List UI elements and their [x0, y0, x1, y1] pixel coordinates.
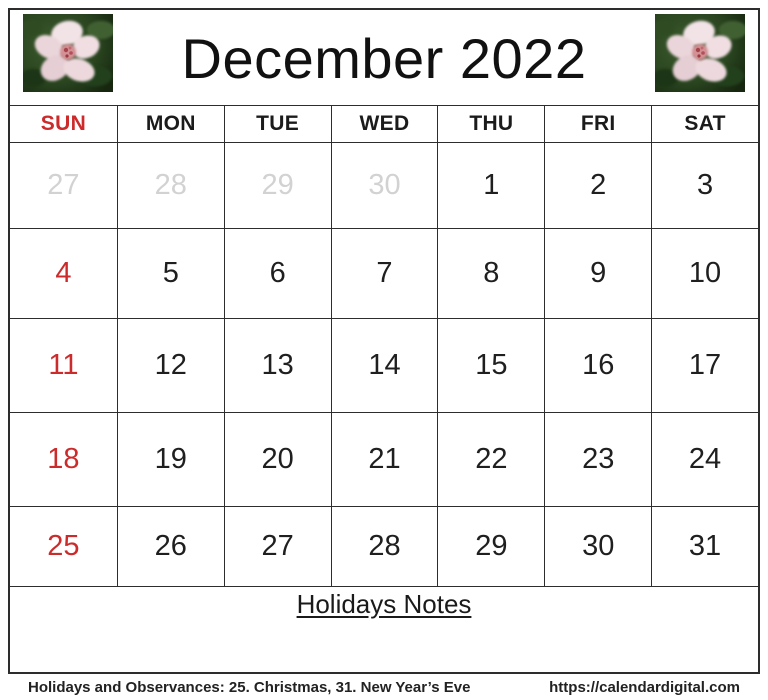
holidays-notes-heading: Holidays Notes — [296, 589, 472, 619]
site-url-link[interactable]: https://calendardigital.com — [549, 678, 740, 696]
date-cell-28: 28 — [331, 507, 438, 586]
date-cell-4: 4 — [55, 257, 72, 289]
date-cell-5: 5 — [117, 229, 224, 318]
date-cell-8: 8 — [437, 229, 544, 318]
date-cell-22: 22 — [437, 413, 544, 506]
week-row-5 — [10, 506, 758, 586]
weekday-fri: FRI — [544, 106, 651, 142]
date-cell-14: 14 — [331, 319, 438, 412]
weekday-header-row — [10, 105, 758, 143]
date-cell-18: 18 — [47, 443, 80, 475]
date-cell-12: 12 — [117, 319, 224, 412]
date-cell-13: 13 — [224, 319, 331, 412]
week-row-2 — [10, 228, 758, 318]
date-cell-24: 24 — [651, 413, 758, 506]
date-cell-6: 6 — [224, 229, 331, 318]
date-cell-prev-28: 28 — [117, 143, 224, 228]
date-cell-9: 9 — [544, 229, 651, 318]
date-cell-3: 3 — [651, 143, 758, 228]
flower-photo — [23, 14, 113, 92]
week-row-1 — [10, 143, 758, 228]
date-cell-11: 11 — [48, 349, 79, 381]
date-cell-7: 7 — [331, 229, 438, 318]
flower-photo — [655, 14, 745, 92]
date-cell-26: 26 — [117, 507, 224, 586]
date-cell-15: 15 — [437, 319, 544, 412]
date-cell-30: 30 — [544, 507, 651, 586]
weekday-sun: SUN — [40, 112, 87, 135]
week-row-4 — [10, 412, 758, 506]
week-row-3 — [10, 318, 758, 412]
holidays-observances-text: Holidays and Observances: 25. Christmas, 31. New Year’s Eve — [28, 678, 471, 696]
date-cell-19: 19 — [117, 413, 224, 506]
date-cell-21: 21 — [331, 413, 438, 506]
date-cell-1: 1 — [437, 143, 544, 228]
holidays-notes-section — [10, 586, 758, 672]
weekday-wed: WED — [331, 106, 438, 142]
date-cell-31: 31 — [651, 507, 758, 586]
page-title: December 2022 — [181, 27, 587, 90]
title-band — [10, 10, 758, 105]
date-cell-prev-30: 30 — [331, 143, 438, 228]
weekday-mon: MON — [117, 106, 224, 142]
date-cell-16: 16 — [544, 319, 651, 412]
date-cell-17: 17 — [651, 319, 758, 412]
page-footer — [8, 676, 760, 698]
date-cell-23: 23 — [544, 413, 651, 506]
date-cell-prev-29: 29 — [224, 143, 331, 228]
weekday-tue: TUE — [224, 106, 331, 142]
date-cell-2: 2 — [544, 143, 651, 228]
date-cell-prev-27: 27 — [47, 169, 80, 201]
date-cell-20: 20 — [224, 413, 331, 506]
date-cell-29: 29 — [437, 507, 544, 586]
date-cell-27: 27 — [224, 507, 331, 586]
weekday-sat: SAT — [651, 106, 758, 142]
date-cell-10: 10 — [651, 229, 758, 318]
weekday-thu: THU — [437, 106, 544, 142]
calendar-frame — [8, 8, 760, 674]
date-cell-25: 25 — [47, 530, 80, 562]
